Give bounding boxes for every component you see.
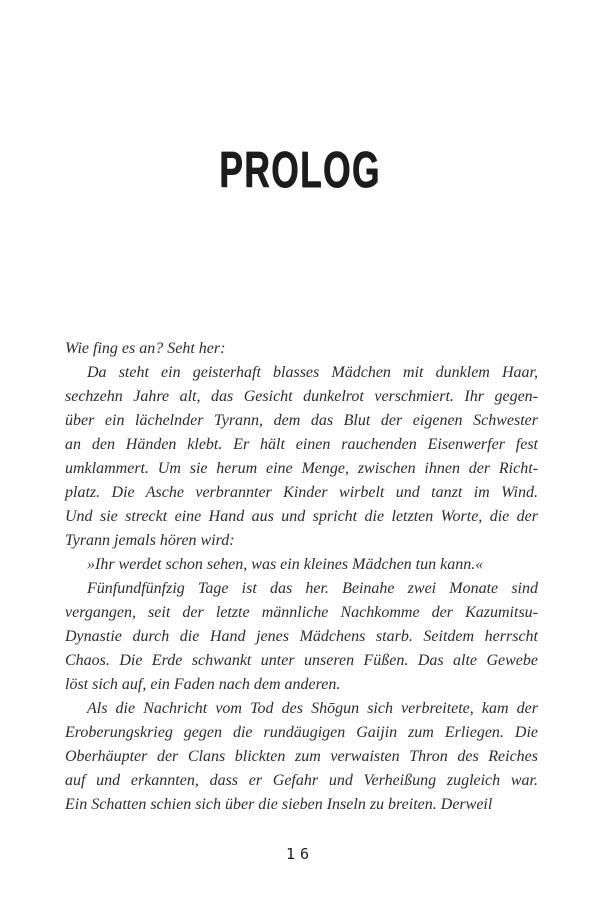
chapter-title-text: PROLOG <box>219 141 381 199</box>
paragraph <box>65 337 538 361</box>
text-line: umklammert. Um sie herum eine Menge, zwischen ihnen der Richt- <box>65 460 538 477</box>
text-line: Tyrann jemals hören wird: <box>65 532 235 549</box>
paragraph <box>65 697 538 817</box>
text-line: an den Händen klebt. Er hält einen rauchenden Eisenwerfer fest <box>65 436 538 453</box>
paragraph <box>65 553 538 577</box>
body-text <box>65 337 538 817</box>
paragraph <box>65 361 538 553</box>
text-line: »Ihr werdet schon sehen, was ein kleines Mädchen tun kann.« <box>87 556 484 573</box>
text-line: platz. Die Asche verbrannter Kinder wirbelt und tanzt im Wind. <box>65 484 538 501</box>
page-number: 16 <box>285 845 315 863</box>
text-line: Chaos. Die Erde schwankt unter unseren Füßen. Das alte Gewebe <box>65 652 538 669</box>
text-line: Wie fing es an? Seht her: <box>65 340 226 357</box>
text-line: Eroberungskrieg gegen die rundäugigen Gaijin zum Erliegen. Die <box>65 724 538 741</box>
text-line: Dynastie durch die Hand jenes Mädchens starb. Seitdem herrscht <box>65 628 538 645</box>
text-line: Fünfundfünfzig Tage ist das her. Beinahe zwei Monate sind <box>87 580 538 597</box>
text-line: sechzehn Jahre alt, das Gesicht dunkelrot verschmiert. Ihr gegen- <box>65 388 538 405</box>
text-line: Und sie streckt eine Hand aus und spricht die letzten Worte, die der <box>65 508 538 525</box>
text-line: Ein Schatten schien sich über die sieben Inseln zu breiten. Derweil <box>65 796 493 813</box>
text-line: Als die Nachricht vom Tod des Shōgun sich verbreitete, kam der <box>87 700 538 717</box>
text-line: löst sich auf, ein Faden nach dem anderen. <box>65 676 341 693</box>
text-line: Oberhäupter der Clans blickten zum verwaisten Thron des Reiches <box>65 748 538 765</box>
text-line: über ein lächelnder Tyrann, dem das Blut der eigenen Schwester <box>65 412 538 429</box>
text-line: Da steht ein geisterhaft blasses Mädchen mit dunklem Haar, <box>87 364 538 381</box>
text-line: auf und erkannten, dass er Gefahr und Verheißung zugleich war. <box>65 772 538 789</box>
paragraph <box>65 577 538 697</box>
chapter-title <box>0 141 600 199</box>
text-line: vergangen, seit der letzte männliche Nachkomme der Kazumitsu- <box>65 604 538 621</box>
